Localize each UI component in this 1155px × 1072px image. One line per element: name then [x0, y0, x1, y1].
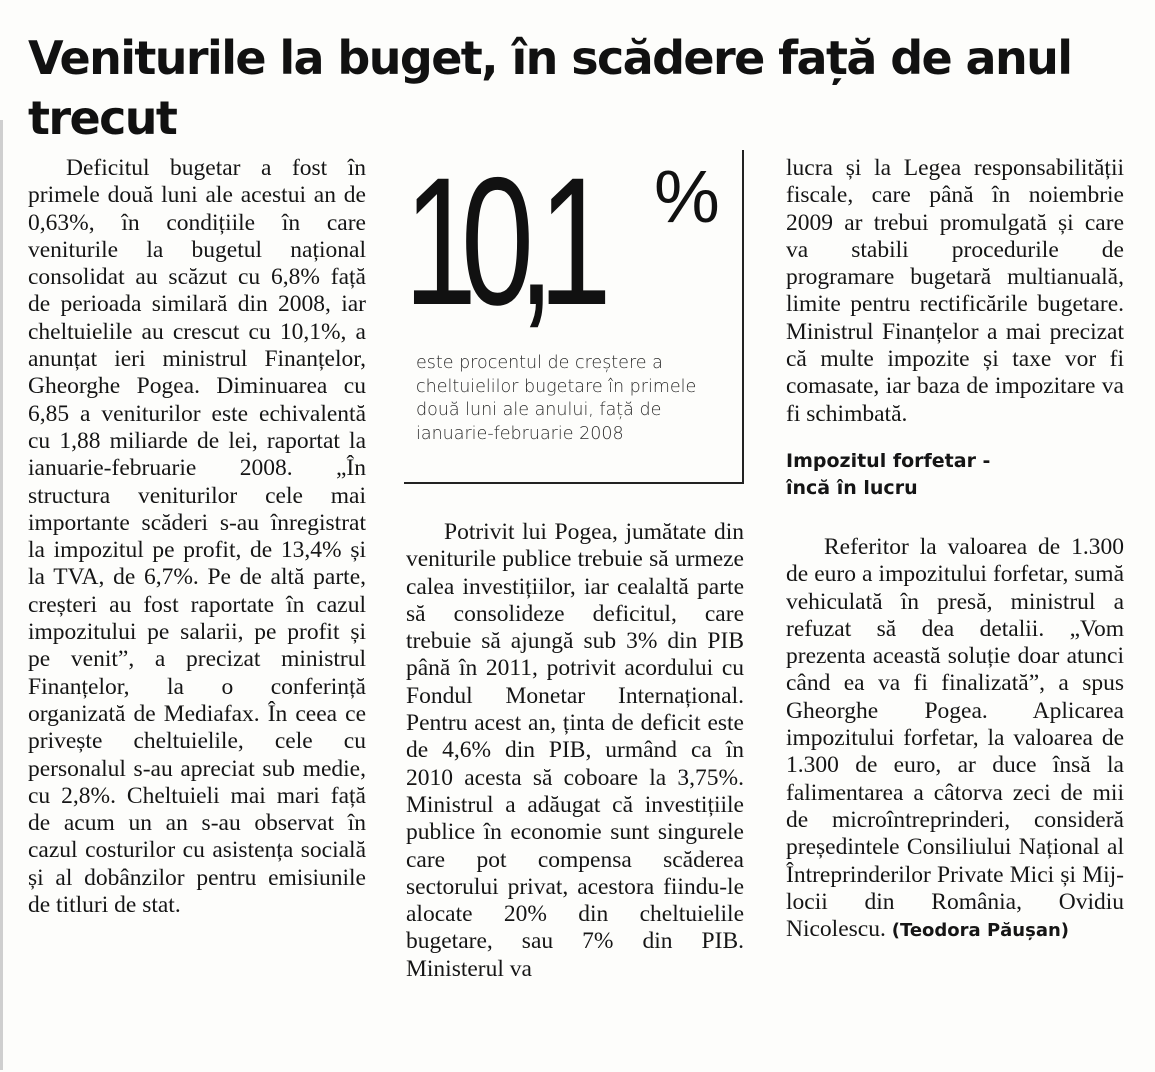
stat-caption: este procentul de creștere a cheltuielilor bugetare în primele două luni ale anului, față de ianuarie-februarie 2008: [416, 353, 697, 444]
paragraph-forfetar: [786, 534, 1124, 944]
article-column-2: [406, 519, 744, 983]
stat-box: [404, 139, 744, 484]
article-column-3: [786, 155, 1124, 944]
paragraph-forfetar-text: Referitor la valoarea de 1.300 de euro a impozitului forfetar, sumă vehiculată în presă, ministrul a refuzat să dea detalii. „Vom prezenta această soluție doar atunci când ea va fi finalizată”, a spus Gheorghe Pogea. Aplicarea impozitului forfetar, la valoarea de 1.300 de euro, ar duce însă la falimentarea a câtorva zeci de mii de microîntreprinderi, consideră președintele Consiliului Național al Întreprinderilor Private Mici și Mijlocii din România, Ovidiu Nicolescu.: [786, 533, 1124, 943]
stat-percent-sign: %: [654, 155, 718, 238]
paragraph-deficit: Deficitul bugetar a fost în primele două luni ale acestui an de 0,63%, în condițiile în care veniturile la bugetul național consolidat au scăzut cu 6,8% față de perioada similară din 2008, iar cheltuielile au crescut cu 10,1%, a anunțat ieri ministrul Finanțelor, Gheorghe Pogea. Diminuarea cu 6,85 a veniturilor este echivalentă cu 1,88 miliarde de lei, raportat la ianuarie-februarie 2008. „În structura veniturilor cele mai importante scăderi s-au înregistrat la impozitul pe profit, de 13,4% și la TVA, de 6,7%. Pe de altă parte, creșteri au fost raportate în cazul impozitului pe salarii, pe profit și pe venit”, a precizat ministrul Finanțelor, la o conferință organizată de Mediafax. În ceea ce privește cheltuielile, cele cu personalul s-au apreciat sub medie, cu 2,8%. Cheltuieli mai mari față de acum un an s-au observat în cazul costurilor cu asistența socială și al dobânzilor pentru emisiunile de titluri de stat.: [28, 155, 366, 919]
subheading: [786, 448, 1124, 502]
scan-edge: [0, 120, 3, 1070]
subheading-line-2: încă în lucru: [786, 476, 918, 499]
stat-value: 10,1: [404, 139, 596, 343]
article-column-1: [28, 155, 366, 919]
paragraph-pogea: Potrivit lui Pogea, jumătate din veniturile publice trebuie să urmeze calea investițiilor, iar cealaltă parte să consolideze deficitul, care trebuie să ajungă sub 3% din PIB până în 2011, potrivit acordului cu Fondul Monetar Internațional. Pentru acest an, ținta de deficit este de 4,6% din PIB, urmând ca în 2010 acesta să coboare la 3,75%. Ministrul a adăugat că investițiile publice în economie sunt singurele care pot compensa scăderea sectorului privat, acestora fiindu-le alocate 20% din cheltuielile bugetare, sau 7% din PIB. Ministerul va: [406, 519, 744, 982]
headline: Veniturile la buget, în scădere față de anul trecut: [28, 31, 1072, 145]
subheading-line-1: Impozitul forfetar -: [786, 449, 991, 472]
stat-number: [404, 139, 734, 360]
paragraph-continuation: lucra și la Legea responsabilității fiscale, care până în noiembrie 2009 ar trebui promulgată și care va stabili procedurile de programare bugetară multianuală, limite pentru rectificările bugetare. Ministrul Finanțelor a mai precizat că multe impozite și taxe vor fi comasate, iar baza de impozitare va fi schimbată.: [786, 155, 1124, 427]
byline: (Teodora Păușan): [891, 920, 1070, 942]
